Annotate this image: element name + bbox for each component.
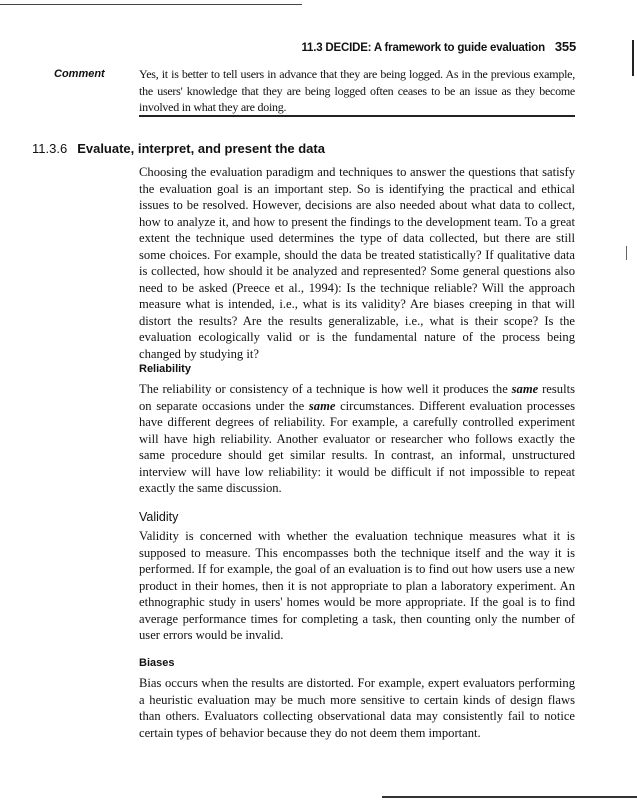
validity-paragraph: Validity is concerned with whether the evaluation technique measures what it is supposed to measure. This encompasses both the technique itself and the way it is performed. If for example, the goal of an evaluation is to find out how users use a new product in their homes, then it is not appropriate to plan a laboratory experiment. An ethnographic study in users' homes would be more appropriate. If the goal is to find average performance times for completing a task, then counting only the number of user errors would be invalid.	[139, 529, 575, 643]
page-number: 355	[554, 39, 576, 54]
margin-mark	[632, 40, 634, 76]
emphasis-same: same	[308, 398, 336, 413]
section-intro-paragraph: Choosing the evaluation paradigm and techniques to answer the questions that satisfy the evaluation goal is an important step. So is identifying the practical and ethical issues to be resolved. However, decisions are also needed about what data to collect, how to analyze it, and how to present the findings to the development team. To a great extent the technique used determines the type of data collected, but there are still some choices. For example, should the data be treated statistically? If qualitative data is collected, how should it be analyzed and represented? Some general questions also need to be asked (Preece et al., 1994): Is the technique reliable? Will the approach measure what is intended, i.e., what is its validity? Are biases creeping in that will distort the results? Are the results generalizable, i.e., what is their scope? Is the evaluation ecologically valid or is the fundamental nature of the process being changed by studying it?	[139, 165, 575, 362]
comment-text: Yes, it is better to tell users in advance that they are being logged. As in the previous example, the users' knowledge that they are being logged often ceases to be an issue as they become involved in what they are doing.	[139, 67, 575, 114]
bottom-rule	[382, 796, 637, 798]
comment-rule	[139, 115, 575, 117]
reliability-paragraph: The reliability or consistency of a technique is how well it produces the same results on separate occasions under the same circumstances. Different evaluation processes have different degrees of reliability. For example, a carefully controlled experiment will have high reliability. Another evaluator or researcher who follows exactly the same procedure should get similar results. In contrast, an informal, unstructured interview will have low reliability: it would be difficult if not impossible to repeat exactly the same discussion.	[139, 382, 575, 496]
validity-heading: Validity	[139, 510, 179, 524]
emphasis-same: same	[511, 382, 539, 396]
margin-mark-small	[626, 246, 627, 260]
comment-label: Comment	[54, 68, 105, 80]
section-number: 11.3.6	[32, 141, 68, 156]
top-rule	[0, 4, 302, 5]
running-title: 11.3 DECIDE: A framework to guide evaluation	[301, 42, 545, 54]
biases-paragraph: Bias occurs when the results are distorted. For example, expert evaluators performing a heuristic evaluation may be much more sensitive to certain kinds of design flaws than others. Evaluators collecting observational data may consistently fail to notice certain types of behavior because they do not deem them important.	[139, 676, 575, 740]
reliability-heading: Reliability	[139, 363, 191, 375]
section-title: Evaluate, interpret, and present the data	[77, 141, 325, 156]
section-heading	[32, 141, 325, 156]
running-head	[300, 39, 576, 54]
biases-heading: Biases	[139, 657, 175, 669]
